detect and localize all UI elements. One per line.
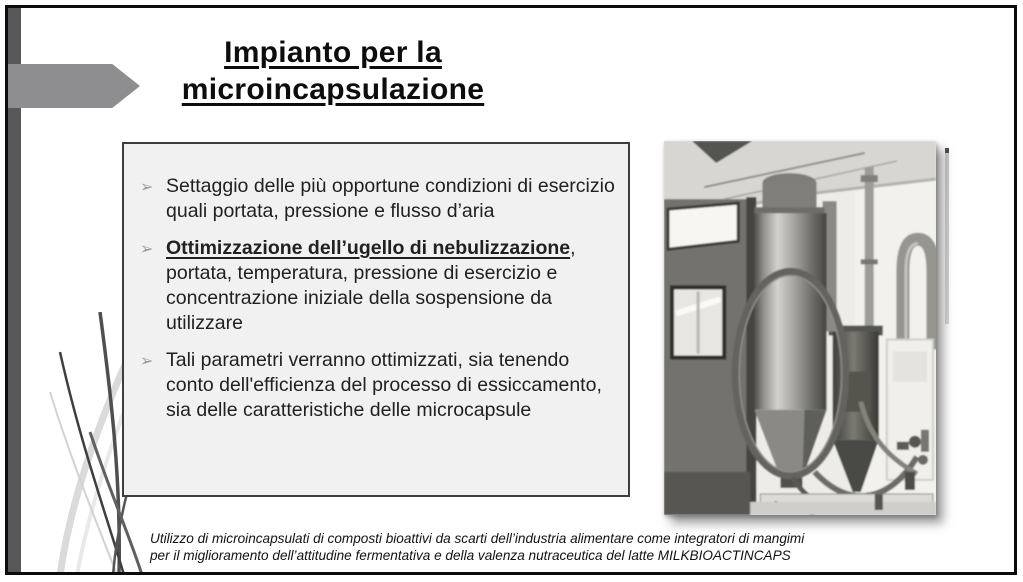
page-title [128,34,538,108]
bullet-2-emphasis: Ottimizzazione dell’ugello di nebulizzazione [166,237,571,259]
right-arrow-banner-icon [8,64,140,108]
bullet-text-3: Tali parametri verranno ottimizzati, sia tenendo conto dell'efficienza del processo di essiccamento, sia delle caratteristiche delle microcapsule [166,349,602,421]
bullet-text-1: Settaggio delle più opportune condizioni di esercizio quali portata, pressione e flusso d’aria [166,175,615,222]
plant-photo [664,141,936,515]
arrow-bullet-icon: ➢ [140,353,154,370]
arrow-bullet-icon: ➢ [140,241,154,258]
footer-line-2: per il miglioramento dell’attitudine fermentativa e della valenza nutraceutica del latte MILKBIOACTINCAPS [150,547,791,563]
footer-line-1: Utilizzo di microincapsulati di composti bioattivi da scarti dell’industria alimentare come integratori di mangimi [150,531,805,546]
bullet-item-2 [140,236,616,336]
bullet-item-3 [140,348,616,423]
bullet-text-2: Ottimizzazione dell’ugello di nebulizzazione, portata, temperatura, pressione di esercizio e concentrazione iniziale della sospensione da utilizzare [166,237,576,334]
title-line-2: microincapsulazione [181,73,485,106]
footer-caption [150,531,960,564]
arrow-bullet-icon: ➢ [140,179,154,196]
photo-edge-artifact [945,148,949,324]
bullet-item-1 [140,174,616,224]
content-box [122,142,630,497]
title-line-1: Impianto per la [224,36,442,69]
